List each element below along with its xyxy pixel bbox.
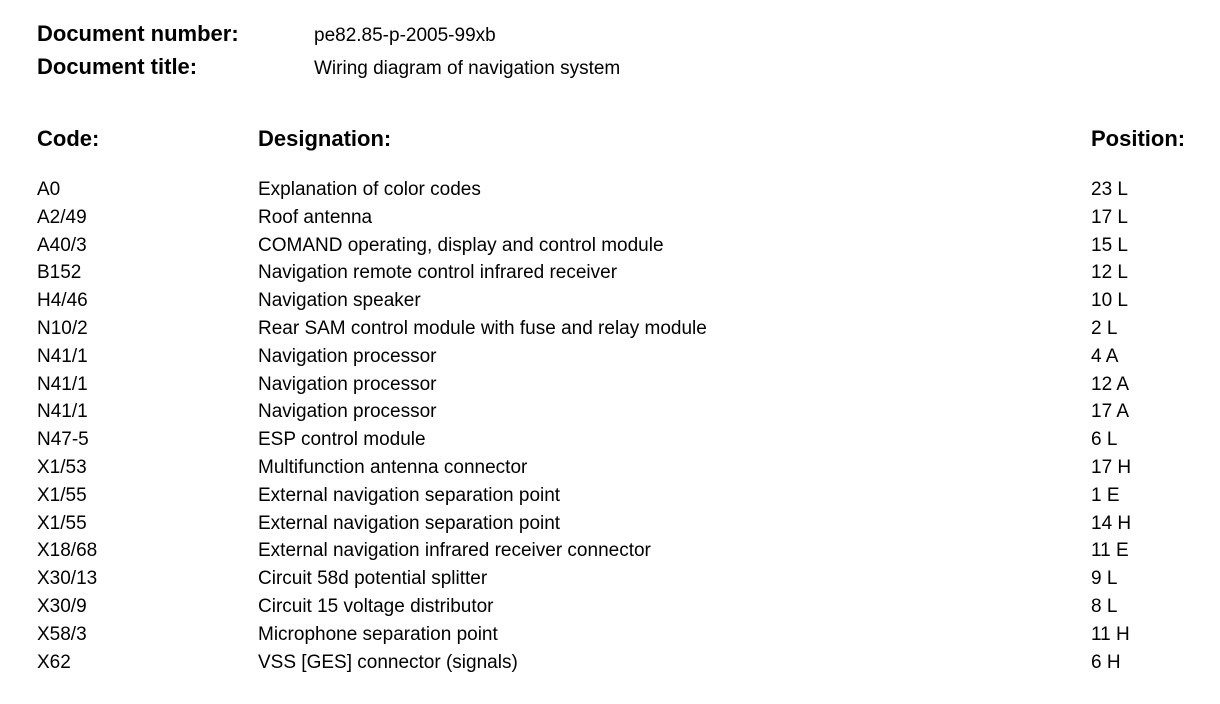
position-column-header: Position: [1091,126,1186,151]
code-cell: N47-5 [37,429,89,451]
position-cell: 4 A [1091,345,1119,367]
code-cell: X62 [37,651,71,673]
code-cell: N41/1 [37,401,88,423]
code-cell: X30/9 [37,595,87,617]
position-cell: 17 H [1091,456,1132,478]
table-row [0,482,1220,510]
position-cell: 2 L [1091,317,1118,339]
table-row [0,649,1220,677]
position-cell: 6 L [1091,429,1118,451]
position-cell: 12 A [1091,373,1130,395]
designation-cell: Explanation of color codes [258,179,481,200]
designation-cell: Rear SAM control module with fuse and relay module [258,317,707,339]
table-row [0,232,1220,260]
position-cell: 8 L [1091,595,1118,617]
position-cell: 11 E [1091,540,1129,562]
table-row [0,510,1220,538]
position-cell: 15 L [1091,234,1128,256]
table-row [0,621,1220,649]
position-cell: 17 A [1091,401,1130,423]
code-cell: A40/3 [37,234,87,256]
designation-cell: Navigation processor [258,373,437,395]
code-cell: X1/55 [37,484,87,506]
designation-cell: Multifunction antenna connector [258,456,528,478]
designation-cell: Navigation speaker [258,290,421,312]
position-cell: 23 L [1091,179,1128,200]
position-cell: 10 L [1091,290,1128,312]
designation-cell: Microphone separation point [258,623,498,645]
designation-cell: External navigation separation point [258,512,561,534]
code-cell: B152 [37,262,82,284]
position-cell: 14 H [1091,512,1132,534]
designation-cell: External navigation infrared receiver connector [258,540,651,562]
position-cell: 6 H [1091,651,1121,673]
designation-cell: ESP control module [258,429,426,451]
table-row [0,315,1220,343]
document-title-value: Wiring diagram of navigation system [314,58,621,79]
code-cell: H4/46 [37,290,88,312]
designation-cell: Roof antenna [258,206,373,228]
document-title-label: Document title: [37,54,198,79]
code-cell: X1/53 [37,456,87,478]
designation-cell: COMAND operating, display and control module [258,234,664,256]
designation-cell: Navigation remote control infrared receiver [258,262,618,284]
table-row [0,343,1220,371]
table-row [0,537,1220,565]
code-cell: A2/49 [37,206,87,228]
designation-column-header: Designation: [258,126,392,151]
document-number-value: pe82.85-p-2005-99xb [314,25,496,46]
table-row [0,176,1220,204]
code-cell: X18/68 [37,540,98,562]
code-cell: N41/1 [37,345,88,367]
component-table [0,176,1220,676]
code-cell: X30/13 [37,568,98,590]
table-row [0,454,1220,482]
designation-cell: Circuit 58d potential splitter [258,568,488,590]
designation-cell: Navigation processor [258,401,437,423]
table-row [0,204,1220,232]
table-row [0,398,1220,426]
code-cell: N41/1 [37,373,88,395]
position-cell: 12 L [1091,262,1128,284]
table-row [0,287,1220,315]
document-number-label: Document number: [37,21,239,46]
position-cell: 17 L [1091,206,1128,228]
table-row [0,426,1220,454]
position-cell: 11 H [1091,623,1130,645]
table-row [0,565,1220,593]
position-cell: 9 L [1091,568,1118,590]
code-column-header: Code: [37,126,100,151]
table-row [0,593,1220,621]
table-row [0,259,1220,287]
designation-cell: External navigation separation point [258,484,561,506]
designation-cell: VSS [GES] connector (signals) [258,651,518,673]
designation-cell: Circuit 15 voltage distributor [258,595,494,617]
code-cell: N10/2 [37,317,88,339]
code-cell: X58/3 [37,623,87,645]
code-cell: X1/55 [37,512,87,534]
code-cell: A0 [37,179,61,200]
designation-cell: Navigation processor [258,345,437,367]
table-row [0,371,1220,399]
position-cell: 1 E [1091,484,1120,506]
